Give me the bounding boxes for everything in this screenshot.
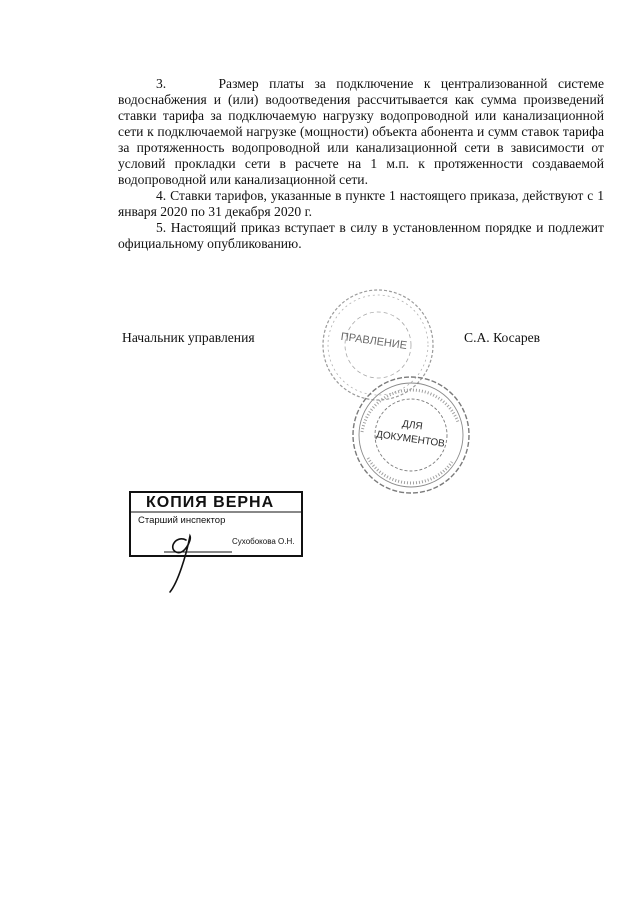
- paragraph-5: 5. Настоящий приказ вступает в силу в установленном порядке и подлежит официальному опубликованию.: [118, 220, 604, 251]
- seal-lower-text-top: ДЛЯ: [401, 418, 424, 433]
- signer-title: Начальник управления: [122, 330, 255, 345]
- seal-lower-text-bottom: ДОКУМЕНТОВ: [375, 429, 446, 450]
- stamp-name: Сухобокова О.Н.: [232, 537, 295, 546]
- paragraph-4: 4. Ставки тарифов, указанные в пункте 1 настоящего приказа, действуют с 1 января 2020 по 31 декабря 2020 г.: [118, 188, 604, 219]
- signer-name: С.А. Косарев: [464, 330, 541, 345]
- stamp-title: КОПИЯ ВЕРНА: [146, 494, 275, 511]
- stamp-role: Старший инспектор: [138, 515, 226, 526]
- seal-upper-text: ПРАВЛЕНИЕ: [339, 330, 408, 352]
- paragraph-3: 3. Размер платы за подключение к централизованной системе водоснабжения и (или) водоотведения рассчитывается как сумма произведений ставки тарифа за подключаемую нагрузку водопроводной или канализационной сети к подключаемой нагрузке (мощности) объекта абонента и сумм ставок тарифа за протяженность водопроводной или канализационной сети в зависимости от условий прокладки сети в расчете на 1 м.п. к протяженности создаваемой водопроводной или канализационной сети.: [118, 76, 604, 187]
